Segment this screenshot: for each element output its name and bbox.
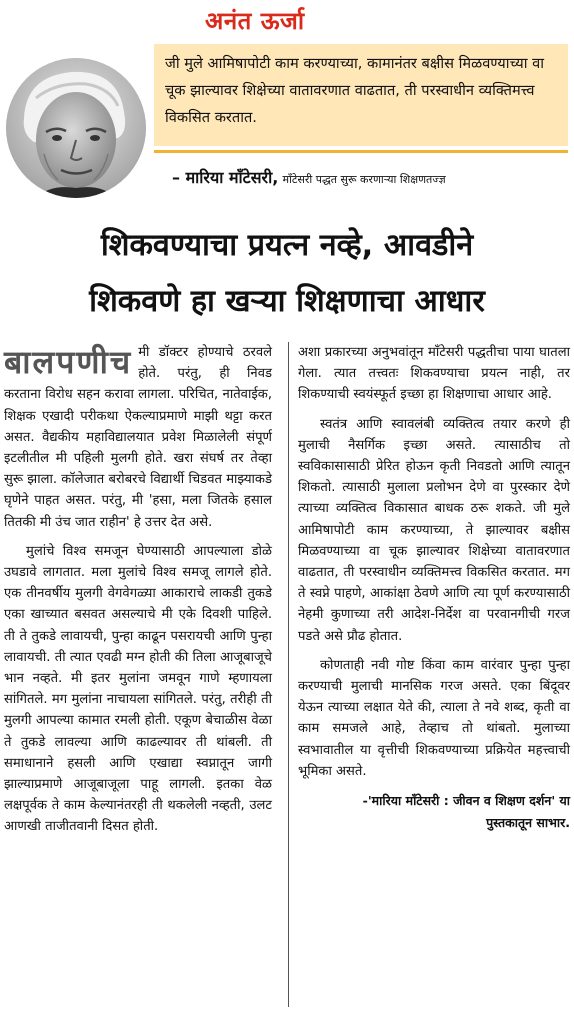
article-headline — [0, 218, 574, 330]
source-credit — [298, 790, 570, 834]
headline-line-1: शिकवण्याचा प्रयत्न नव्हे, आवडीने — [100, 228, 474, 263]
source-credit-line-2: पुस्तकातून साभार. — [486, 815, 570, 831]
lead-word: बालपणीच — [4, 343, 133, 381]
quote-attribution — [172, 166, 572, 188]
portrait-image — [6, 58, 146, 198]
paragraph: कोणताही नवी गोष्ट किंवा काम वारंवार पुन्हा पुन्हा करण्याची मुलाची मानसिक गरज असते. एका बिंदूवर येऊन त्याच्या लक्षात येते की, त्याला ते नवे शब्द, कृती वा काम समजले आहे, तेव्हाच तो थांबतो. मुलाच्या स्वभावातील या वृत्तीची शिकवण्याच्या प्रक्रियेत महत्त्वाची भूमिका असते. — [298, 657, 570, 779]
column-divider — [288, 342, 289, 1007]
article-column-left — [4, 342, 272, 838]
headline-line-2: शिकवणे हा खऱ्या शिक्षणाचा आधार — [89, 284, 485, 319]
paragraph: स्वतंत्र आणि स्वावलंबी व्यक्तित्व तयार करणे ही मुलाची नैसर्गिक इच्छा असते. त्यासाठीच तो स्वविकासासाठी प्रेरित होऊन कृती निवडतो आणि त्यातून शिकतो. त्यासाठी मुलाला प्रलोभन देणे वा पुरस्कार देणे त्याच्या व्यक्तित्व विकासात बाधक ठरू शकते. जी मुले आमिषापोटी काम करण्याच्या, ते झाल्यावर बक्षीस मिळवण्याच्या वा चूक झाल्यावर शिक्षेच्या वातावरणात वाढतात, ती परस्वाधीन व्यक्तिमत्त्व विकसित करतात. मग ते स्वप्ने पाहणे, आकांक्षा ठेवणे आणि त्या पूर्ण करण्यासाठी नेहमी कुणाच्या तरी आदेश-निर्देश वा परवानगीची गरज पडते असे प्रौढ होतात. — [298, 416, 570, 644]
column-header — [0, 0, 574, 198]
paragraph: अशा प्रकारच्या अनुभवांतून मॉंटेसरी पद्धतीचा पाया घातला गेला. त्यात तत्त्वतः शिकवण्याचा प्रयत्न नाही, तर शिकण्याची स्वयंस्फूर्त इच्छा हा शिक्षणाचा आधार आहे. — [298, 345, 570, 403]
quote-author-description: मॉंटेसरी पद्धत सुरू करणाऱ्या शिक्षणतज्ज्ञ — [282, 173, 446, 186]
source-credit-line-1: -'मारिया मॉंटेसरी : जीवन व शिक्षण दर्शन' या — [362, 793, 570, 809]
paragraph: मुलांचे विश्व समजून घेण्यासाठी आपल्याला डोळे उघडावे लागतात. मला मुलांचे विश्व समजू लागले होते. एक तीनवर्षीय मुलगी वेगवेगळ्या आकाराचे लाकडी तुकडे एका खाच्यात बसवत असल्याचे मी एके दिवशी पाहिले. ती ते तुकडे लावायची, पुन्हा काढून पसरायची आणि पुन्हा लावायची. ती त्यात एवढी मग्न होती की तिला आजूबाजूचे भान नव्हते. मी इतर मुलांना जमवून गाणे म्हणायला सांगितले. मग मुलांना नाचायला सांगितले. परंतु, तरीही ती मुलगी आपल्या कामात रमली होती. एकूण बेचाळीस वेळा ते तुकडे लावल्या आणि काढल्यावर ती थांबली. ती समाधानाने हसली आणि एखाद्या स्वप्नातून जागी झाल्याप्रमाणे आजूबाजूला पाहू लागली. इतका वेळ लक्षपूर्वक ते काम केल्यानंतरही ती थकलेली नव्हती, उलट आणखी ताजीतवानी दिसत होती. — [4, 543, 272, 835]
article-column-right — [298, 342, 570, 834]
section-title: अनंत ऊर्जा — [205, 7, 305, 35]
author-portrait — [6, 58, 146, 198]
pull-quote: जी मुले आमिषापोटी काम करण्याच्या, कामानंतर बक्षीस मिळवण्याच्या वा चूक झाल्यावर शिक्षेच्या वातावरणात वाढतात, ती परस्वाधीन व्यक्तिमत्त्व विकसित करतात. — [165, 55, 545, 126]
quote-divider — [154, 150, 568, 153]
paragraph: मी डॉक्टर होण्याचे ठरवले होते. परंतु, ही निवड करताना विरोध सहन करावा लागला. परिचित, नातेवाईक, शिक्षक एखादी परीकथा ऐकल्याप्रमाणे माझी थट्टा करत असत. वैद्यकीय महाविद्यालयात प्रवेश मिळालेली संपूर्ण इटलीतील मी पहिली मुलगी होते. खरा संघर्ष तर तेव्हा सुरू झाला. कॉलेजात बरोबरचे विद्यार्थी चिडवत माझ्याकडे घृणेने पाहत असत. परंतु, मी 'हसा, मला जितके हसाल तितकी मी उंच जात राहीन' हे उत्तर देत असे. — [4, 345, 272, 530]
quote-author: – मारिया मॉंटेसरी, — [172, 168, 279, 187]
